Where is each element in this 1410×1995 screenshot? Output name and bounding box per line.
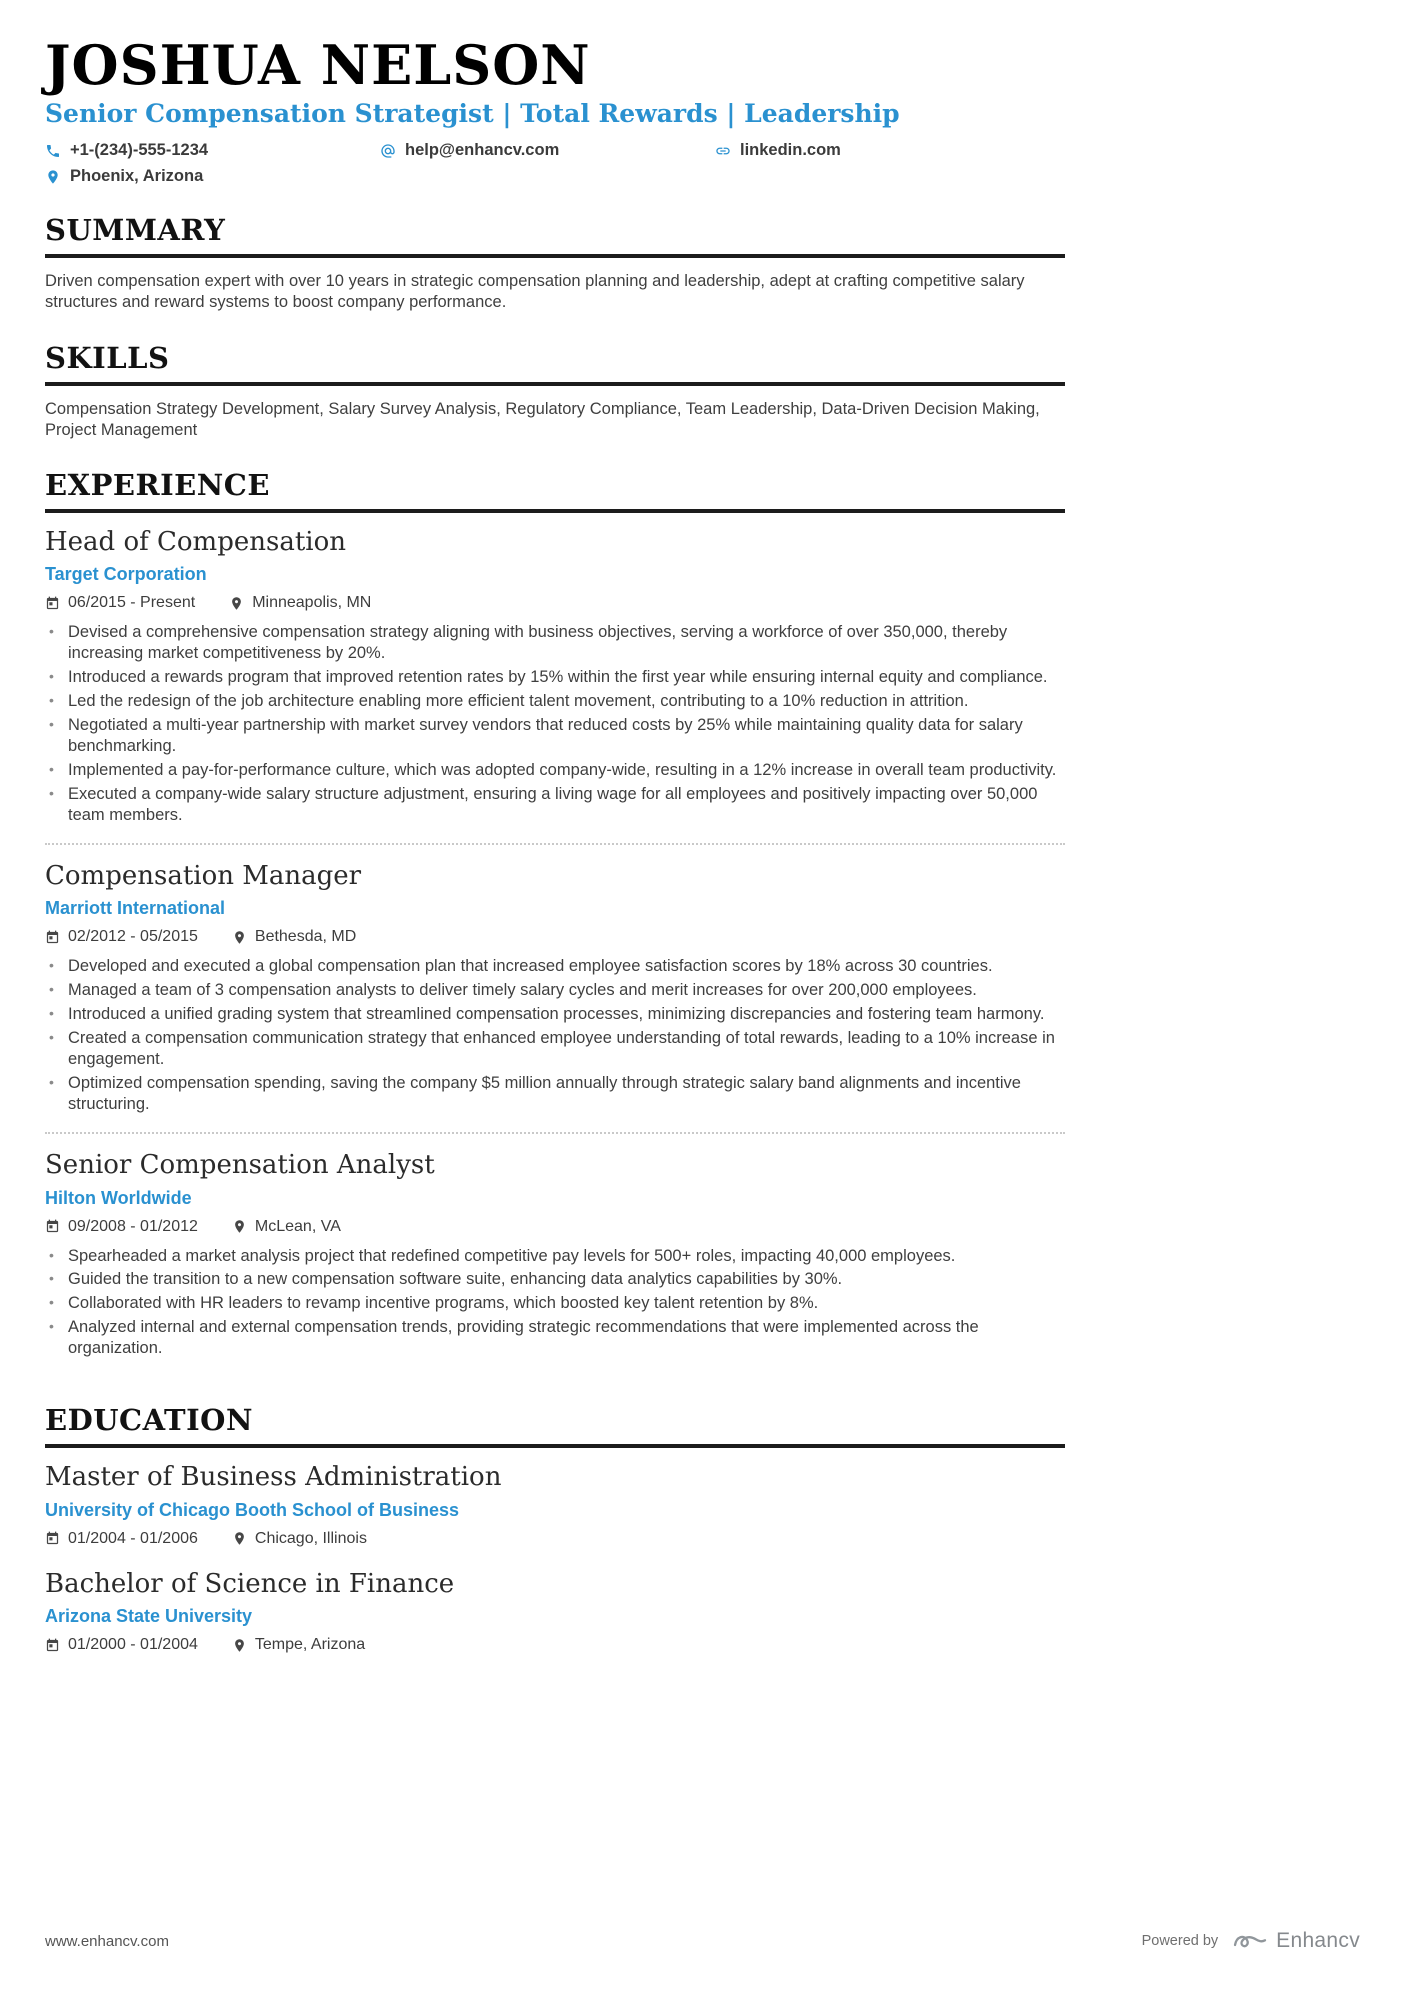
bullet: • Executed a company-wide salary structure adjustment, ensuring a living wage for all employees and positively impacting over 50,000 team members. [45,784,1065,826]
school-name: University of Chicago Booth School of Business [45,1499,460,1520]
degree-dates: 01/2000 - 01/2004 [68,1636,198,1654]
job-title: Senior Compensation Analyst [45,1150,435,1180]
job-location: Minneapolis, MN [252,594,372,612]
bullet: • Introduced a unified grading system that streamlined compensation processes, minimizing discrepancies and fostering team harmony. [45,1004,1065,1025]
link-icon [715,143,731,159]
linkedin-contact[interactable] [715,141,841,160]
calendar-icon [45,596,60,611]
location-pin-icon [232,1219,247,1234]
location-pin-icon [232,1638,247,1653]
location-pin-icon [232,1531,247,1546]
bullet: • Managed a team of 3 compensation analysts to deliver timely salary cycles and merit increases for over 200,000 employees. [45,980,1065,1001]
degree-title: Master of Business Administration [45,1462,502,1493]
school-name: Arizona State University [45,1606,253,1627]
company-name: Target Corporation [45,564,207,585]
bullet: • Developed and executed a global compensation plan that increased employee satisfaction scores by 18% across 30 countries. [45,956,1065,977]
degree-title: Bachelor of Science in Finance [45,1568,455,1599]
email-contact[interactable] [380,141,715,160]
job-meta [45,928,1065,946]
bullet: • Analyzed internal and external compensation trends, providing strategic recommendations that were implemented across the organization. [45,1317,1065,1359]
job-title: Compensation Manager [45,860,362,891]
job-dates: 02/2012 - 05/2015 [68,928,198,946]
calendar-icon [45,1638,60,1653]
bullet: • Introduced a rewards program that improved retention rates by 15% within the first year while ensuring internal equity and compliance. [45,667,1065,688]
section-heading-summary: SUMMARY [45,213,1065,258]
section-heading-skills: SKILLS [45,341,1065,386]
skills-section [45,341,1065,441]
section-heading-education: EDUCATION [45,1403,1065,1448]
enhancv-brand-name: Enhancv [1276,1929,1360,1952]
job-dates: 09/2008 - 01/2012 [68,1217,198,1235]
job-title: Head of Compensation [45,526,346,557]
job-meta [45,1218,1065,1236]
calendar-icon [45,1531,60,1546]
experience-section [45,468,1065,1377]
bullet: • Optimized compensation spending, saving the company $5 million annually through strategic salary band alignments and incentive structuring. [45,1073,1065,1115]
phone-number: +1-(234)-555-1234 [70,141,209,160]
job-dates: 06/2015 - Present [68,594,196,612]
location-pin-icon [229,596,244,611]
summary-section [45,213,1065,313]
bullet: • Negotiated a multi-year partnership with market survey vendors that reduced costs by 25% while maintaining quality data for salary benchmarking. [45,715,1065,757]
bullet: • Collaborated with HR leaders to revamp incentive programs, which boosted key talent retention by 8%. [45,1293,1065,1314]
education-entry [45,1461,1065,1548]
job-bullets [45,1246,1065,1360]
footer-website-link[interactable]: www.enhancv.com [45,1932,169,1950]
calendar-icon [45,930,60,945]
degree-location: Chicago, Illinois [254,1529,367,1547]
enhancv-logo-icon [1232,1931,1268,1951]
job-headline: Senior Compensation Strategist | Total Rewards | Leadership [45,99,900,129]
summary-text: Driven compensation expert with over 10 years in strategic compensation planning and leadership, adept at crafting competitive salary structures and reward systems to boost company performance. [45,272,1025,312]
company-name: Hilton Worldwide [45,1187,192,1208]
powered-by-label: Powered by [1141,1933,1219,1949]
job-bullets [45,622,1065,826]
degree-meta [45,1636,1065,1654]
page-footer [45,1929,1360,1953]
experience-entry [45,1132,1065,1376]
email-at-icon [380,143,396,159]
job-location: McLean, VA [254,1217,341,1235]
contact-info [45,141,1065,186]
experience-entry [45,843,1065,1132]
job-location: Bethesda, MD [254,928,357,946]
calendar-icon [45,1219,60,1234]
experience-entry [45,526,1065,843]
education-entry [45,1568,1065,1655]
bullet: • Guided the transition to a new compensation software suite, enhancing data analytics capabilities by 30%. [45,1269,1065,1290]
location-pin-icon [45,169,61,185]
job-meta [45,594,1065,612]
section-heading-experience: EXPERIENCE [45,468,1065,513]
degree-meta [45,1530,1065,1548]
bullet: • Led the redesign of the job architecture enabling more efficient talent movement, contributing to a 10% reduction in attrition. [45,691,1065,712]
enhancv-brand[interactable] [1232,1929,1360,1953]
resume-header [45,33,1065,186]
education-section [45,1403,1065,1654]
location-text: Phoenix, Arizona [70,167,204,186]
candidate-name: JOSHUA NELSON [45,33,591,97]
company-name: Marriott International [45,898,226,919]
degree-location: Tempe, Arizona [254,1636,366,1654]
location-contact [45,167,203,186]
bullet: • Created a compensation communication strategy that enhanced employee understanding of total rewards, leading to a 10% increase in engagement. [45,1028,1065,1070]
powered-by [1142,1929,1360,1953]
skills-text: Compensation Strategy Development, Salary Survey Analysis, Regulatory Compliance, Team Leadership, Data-Driven Decision Making, Project Management [45,399,1040,439]
phone-contact [45,141,380,160]
phone-icon [45,143,61,159]
job-bullets [45,956,1065,1115]
location-pin-icon [232,930,247,945]
linkedin-url[interactable]: linkedin.com [740,141,841,160]
degree-dates: 01/2004 - 01/2006 [68,1529,198,1547]
email-address[interactable]: help@enhancv.com [405,141,560,160]
bullet: • Devised a comprehensive compensation strategy aligning with business objectives, serving a workforce of over 350,000, thereby increasing market competitiveness by 20%. [45,622,1065,664]
bullet: • Spearheaded a market analysis project that redefined competitive pay levels for 500+ roles, impacting 40,000 employees. [45,1246,1065,1267]
bullet: • Implemented a pay-for-performance culture, which was adopted company-wide, resulting in a 12% increase in overall team productivity. [45,760,1065,781]
